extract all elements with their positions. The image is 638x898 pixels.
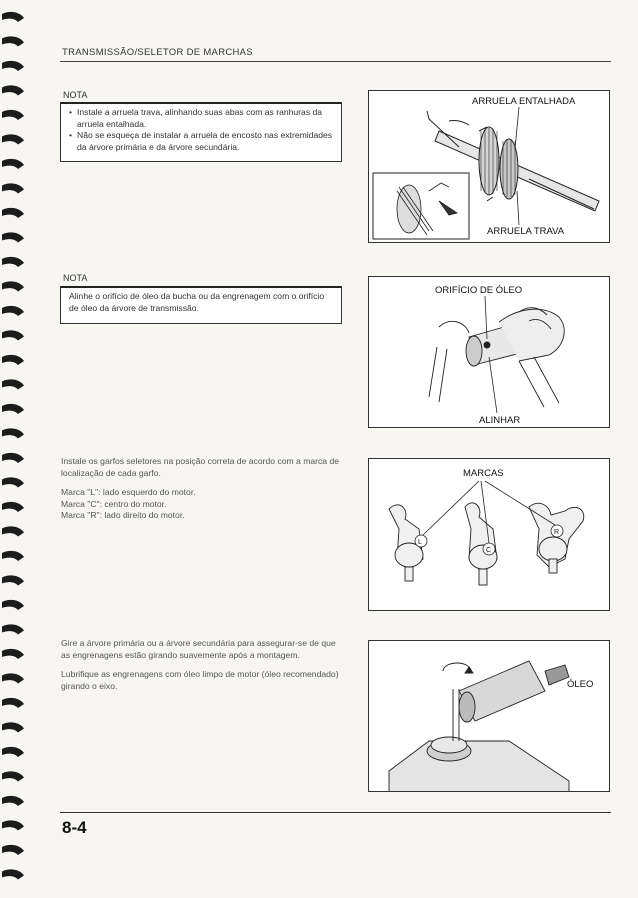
note-box-1 [60, 102, 342, 162]
note-bullet-2: • Não se esqueça de instalar a arruela de encosto nas extremidades da árvore primária e da árvore secundária. [69, 130, 335, 153]
binding-coil [2, 306, 24, 316]
page-number: 8-4 [62, 818, 87, 837]
binding-coil [2, 575, 24, 585]
spiral-binding [0, 0, 30, 898]
binding-coil [2, 869, 24, 879]
binding-coil [2, 404, 24, 414]
label-marcas: MARCAS [463, 468, 504, 479]
figure-oil-hole [368, 276, 610, 428]
binding-coil [2, 110, 24, 120]
binding-coil [2, 330, 24, 340]
binding-coil [2, 232, 24, 242]
marca-r-line: Marca "R": lado direito do motor. [61, 510, 185, 521]
label-orificio-oleo: ORIFÍCIO DE ÓLEO [435, 285, 523, 296]
footer-rule [60, 812, 611, 813]
fork-mark-r: R [554, 529, 560, 536]
header-rule [60, 61, 611, 62]
binding-coil [2, 257, 24, 267]
binding-coil [2, 428, 24, 438]
section-4-text [61, 638, 343, 700]
marca-c-line: Marca "C": centro do motor. [61, 498, 167, 509]
binding-coil [2, 845, 24, 855]
label-arruela-entalhada: ARRUELA ENTALHADA [472, 96, 576, 107]
binding-coil [2, 722, 24, 732]
marca-l-line: Marca "L": lado esquerdo do motor. [61, 487, 196, 498]
binding-coil [2, 502, 24, 512]
fork-mark-l: L [418, 539, 422, 546]
page-header-title: TRANSMISSÃO/SELETOR DE MARCHAS [62, 47, 253, 58]
binding-coil [2, 796, 24, 806]
label-alinhar: ALINHAR [479, 415, 521, 426]
figure-washers [368, 90, 610, 243]
note-box-2 [60, 286, 342, 324]
note-text-2: Alinhe o orifício de óleo da bucha ou da engrenagem com o orifício de óleo da árvore de transmissão. [69, 291, 325, 313]
paragraph-gire-arvore: Gire a árvore primária ou a árvore secundária para assegurar-se de que as engrenagens estão girando suavemente após a montagem. [61, 638, 336, 660]
figure-oil-lubrication [368, 640, 610, 792]
binding-coil [2, 477, 24, 487]
binding-coil [2, 551, 24, 561]
binding-coil [2, 12, 24, 22]
paragraph-lubrifique: Lubrifique as engrenagens com óleo limpo de motor (óleo recomendado) girando o eixo. [61, 669, 339, 691]
figure-fork-marks [368, 458, 610, 611]
binding-coil [2, 698, 24, 708]
binding-coil [2, 355, 24, 365]
binding-coil [2, 61, 24, 71]
binding-coil [2, 379, 24, 389]
binding-coil [2, 673, 24, 683]
paragraph-instale-garfos: Instale os garfos seletores na posição correta de acordo com a marca de localização de cada garfo. [61, 456, 340, 478]
binding-coil [2, 36, 24, 46]
fork-mark-c: C [486, 547, 492, 554]
note-bullet-1: • Instale a arruela trava, alinhando suas abas com as ranhuras da arruela entalhada. [69, 107, 335, 130]
note-label-1: NOTA [63, 90, 88, 100]
binding-coil [2, 771, 24, 781]
note-label-2: NOTA [63, 273, 88, 283]
binding-coil [2, 453, 24, 463]
binding-coil [2, 281, 24, 291]
label-oleo: ÓLEO [567, 679, 594, 690]
binding-coil [2, 820, 24, 830]
binding-coil [2, 526, 24, 536]
section-3-text [61, 456, 343, 522]
binding-coil [2, 649, 24, 659]
binding-coil [2, 134, 24, 144]
label-arruela-trava: ARRUELA TRAVA [487, 226, 565, 237]
binding-coil [2, 600, 24, 610]
binding-coil [2, 208, 24, 218]
binding-coil [2, 624, 24, 634]
binding-coil [2, 159, 24, 169]
binding-coil [2, 183, 24, 193]
binding-coil [2, 85, 24, 95]
binding-coil [2, 747, 24, 757]
